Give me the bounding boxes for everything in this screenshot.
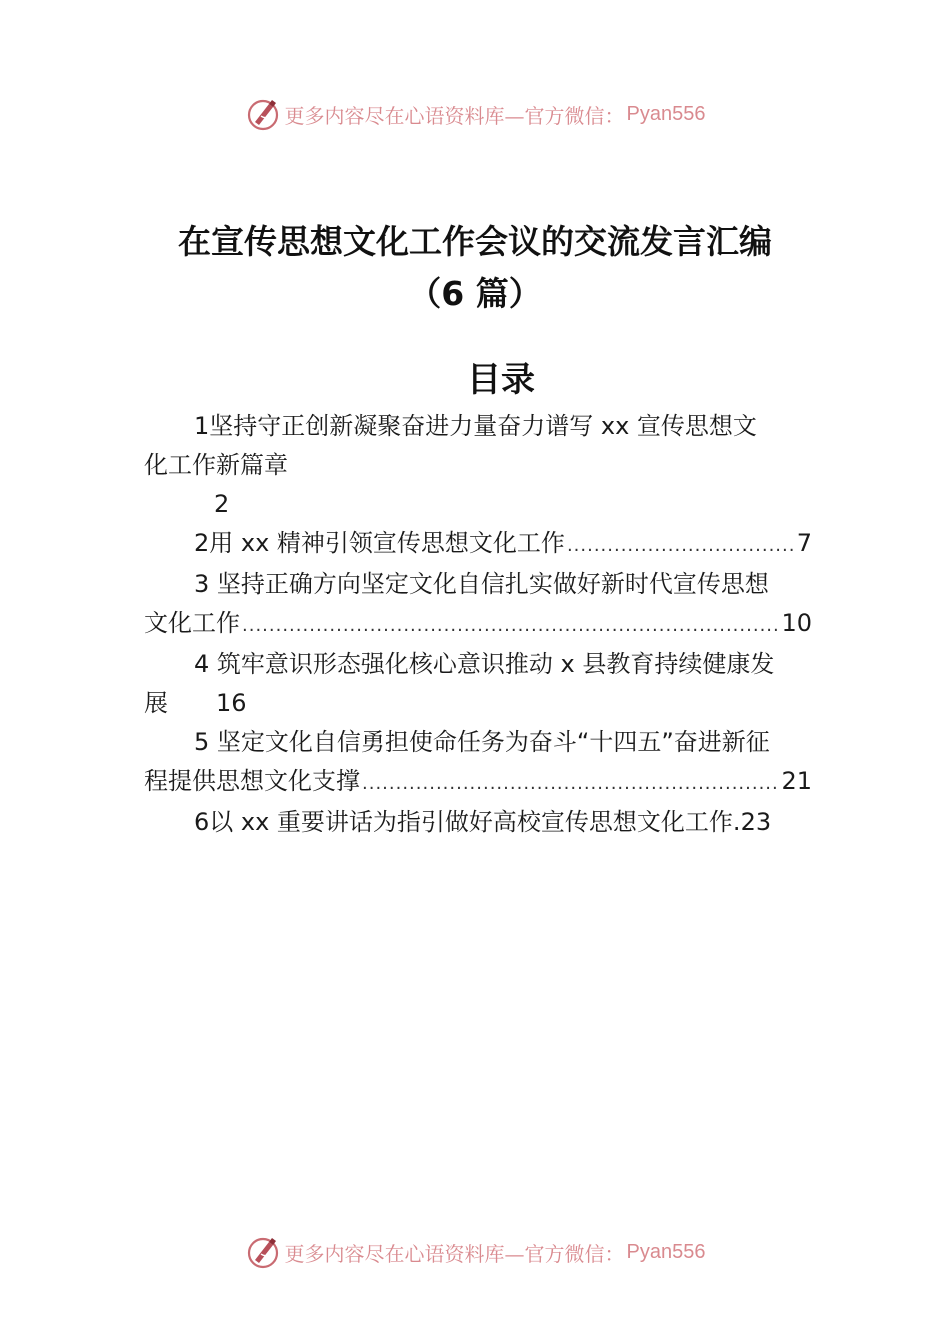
watermark-text: 更多内容尽在心语资料库—官方微信： [284, 1241, 625, 1266]
toc-entry-4-page: 16 [216, 689, 247, 717]
toc-entry-1[interactable] [144, 407, 812, 524]
toc-entry-5[interactable] [144, 723, 812, 803]
toc-leader-dots [242, 606, 779, 645]
toc-leader-dots [362, 764, 779, 803]
toc-entry-6-page: 23 [740, 808, 772, 836]
toc-entry-2-text: 2用 xx 精神引领宣传思想文化工作 [194, 529, 565, 557]
toc-entry-4-line2: 展 [144, 689, 168, 717]
pen-nib-logo-icon [245, 96, 281, 132]
toc-entry-3-line2: 文化工作 [144, 609, 240, 637]
table-of-contents [144, 407, 812, 842]
toc-entry-5-line2-row [144, 762, 812, 803]
watermark-text: 更多内容尽在心语资料库—官方微信： [284, 103, 625, 128]
toc-entry-3-page: 10 [781, 609, 812, 637]
toc-leader-dots [567, 526, 795, 565]
toc-entry-5-line1: 5 坚定文化自信勇担使命任务为奋斗“十四五”奋进新征 [194, 728, 770, 756]
toc-entry-5-page: 21 [781, 767, 812, 795]
footer-watermark [0, 1232, 950, 1272]
document-title: 在宣传思想文化工作会议的交流发言汇编 [178, 222, 772, 261]
toc-entry-4-line1: 4 筑牢意识形态强化核心意识推动 x 县教育持续健康发 [194, 650, 775, 678]
header-watermark [0, 94, 950, 134]
toc-entry-4[interactable] [144, 645, 812, 723]
toc-entry-5-line2: 程提供思想文化支撑 [144, 767, 360, 795]
toc-entry-4-line2-row [144, 684, 812, 723]
toc-entry-1-line2: 化工作新篇章 [144, 451, 288, 479]
toc-entry-3-line1: 3 坚持正确方向坚定文化自信扎实做好新时代宣传思想 [194, 570, 769, 598]
toc-entry-3-line2-row [144, 604, 812, 645]
watermark-handle: Pyan556 [626, 1240, 706, 1263]
toc-entry-6[interactable] [144, 803, 812, 842]
toc-entry-2-page: 7 [796, 529, 812, 557]
document-subtitle-count: （6 篇） [408, 274, 542, 313]
toc-entry-1-line1: 1坚持守正创新凝聚奋进力量奋力谱写 xx 宣传思想文 [194, 412, 757, 440]
toc-entry-6-text: 6以 xx 重要讲话为指引做好高校宣传思想文化工作. [194, 808, 741, 836]
toc-entry-3[interactable] [144, 565, 812, 645]
watermark-handle: Pyan556 [626, 102, 706, 125]
toc-entry-2[interactable] [144, 524, 812, 565]
toc-heading: 目录 [467, 360, 535, 400]
pen-nib-logo-icon [245, 1234, 281, 1270]
toc-entry-1-page: 2 [214, 490, 230, 518]
